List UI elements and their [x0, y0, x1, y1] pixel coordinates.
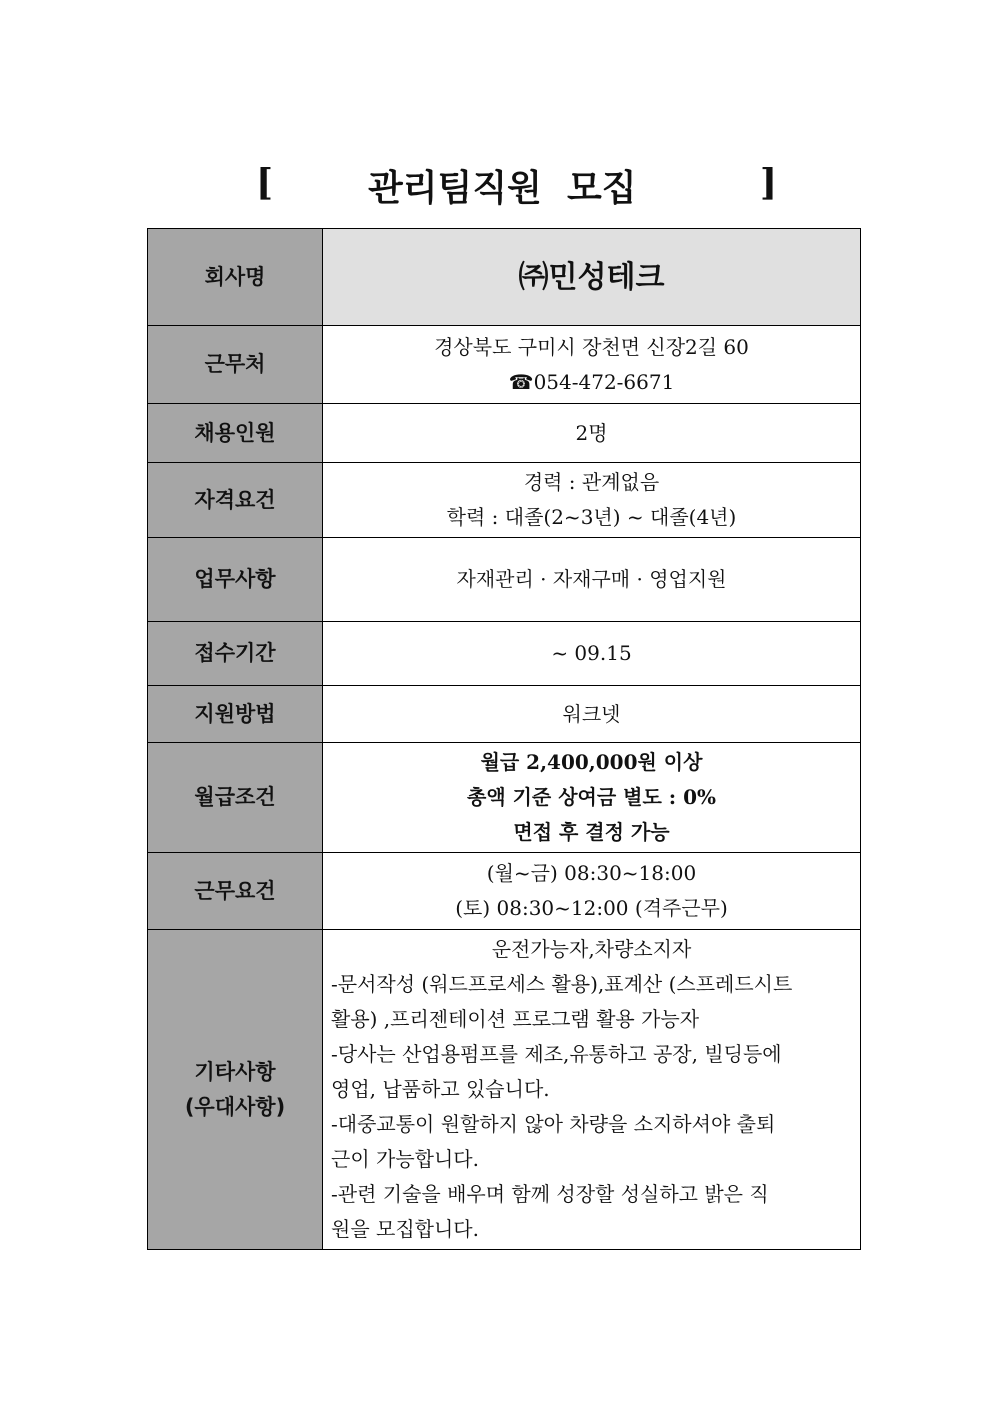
row-duties: [148, 538, 861, 622]
hours-saturday: (토) 08:30~12:00 (격주근무): [455, 896, 728, 920]
value-hours: [323, 853, 861, 930]
etc-line-7: 근이 가능합니다.: [331, 1147, 479, 1171]
qualification-career: 경력 : 관계없음: [523, 470, 660, 494]
value-salary: [323, 743, 861, 853]
etc-line-3: 활용) ,프리젠테이션 프로그램 활용 가능자: [331, 1007, 700, 1031]
label-etc: [148, 930, 323, 1250]
row-workplace: [148, 326, 861, 404]
etc-line-6: -대중교통이 원할하지 않아 차량을 소지하셔야 출퇴: [331, 1112, 776, 1136]
row-headcount: [148, 404, 861, 463]
value-company: ㈜민성테크: [323, 229, 861, 326]
job-info-table: [147, 228, 861, 1250]
row-apply: [148, 686, 861, 743]
label-period: 접수기간: [148, 622, 323, 686]
row-etc: [148, 930, 861, 1250]
row-hours: [148, 853, 861, 930]
title-text: 관리팀직원 모집: [368, 168, 637, 209]
row-salary: [148, 743, 861, 853]
workplace-address: 경상북도 구미시 장천면 신장2길 60: [434, 334, 749, 359]
qualification-education: 학력 : 대졸(2~3년) ~ 대졸(4년): [446, 505, 737, 529]
etc-line-5: 영업, 납품하고 있습니다.: [331, 1077, 550, 1101]
salary-line-3: 면접 후 결정 가능: [513, 820, 670, 844]
value-etc: [323, 930, 861, 1250]
etc-line-1: 운전가능자,차량소지자: [491, 937, 692, 961]
etc-line-2: -문서작성 (워드프로세스 활용),표계산 (스프레드시트: [331, 972, 793, 996]
value-period: ~ 09.15: [323, 622, 861, 686]
label-company: 회사명: [148, 229, 323, 326]
value-headcount: 2명: [323, 404, 861, 463]
label-salary: 월급조건: [148, 743, 323, 853]
etc-label-1: 기타사항: [194, 1059, 276, 1084]
etc-line-9: 원을 모집합니다.: [331, 1217, 479, 1241]
row-period: [148, 622, 861, 686]
label-workplace: 근무처: [148, 326, 323, 404]
value-qualification: [323, 463, 861, 538]
label-duties: 업무사항: [148, 538, 323, 622]
page-title: [250, 160, 790, 212]
label-qualification: 자격요건: [148, 463, 323, 538]
row-company: [148, 229, 861, 326]
workplace-phone: ☎054-472-6671: [508, 369, 675, 394]
value-duties: 자재관리 · 자재구매 · 영업지원: [323, 538, 861, 622]
label-apply: 지원방법: [148, 686, 323, 743]
value-apply: 워크넷: [323, 686, 861, 743]
hours-weekday: (월~금) 08:30~18:00: [486, 861, 697, 885]
value-workplace: [323, 326, 861, 404]
row-qualification: [148, 463, 861, 538]
etc-line-8: -관련 기술을 배우며 함께 성장할 성실하고 밝은 직: [331, 1182, 769, 1206]
label-headcount: 채용인원: [148, 404, 323, 463]
salary-line-1: 월급 2,400,000원 이상: [480, 750, 703, 774]
etc-label-2: (우대사항): [184, 1094, 286, 1119]
title-open-bracket: [: [256, 162, 274, 204]
salary-line-2: 총액 기준 상여금 별도 : 0%: [467, 785, 716, 809]
title-close-bracket: ]: [760, 162, 778, 204]
label-hours: 근무요건: [148, 853, 323, 930]
etc-line-4: -당사는 산업용펌프를 제조,유통하고 공장, 빌딩등에: [331, 1042, 782, 1066]
